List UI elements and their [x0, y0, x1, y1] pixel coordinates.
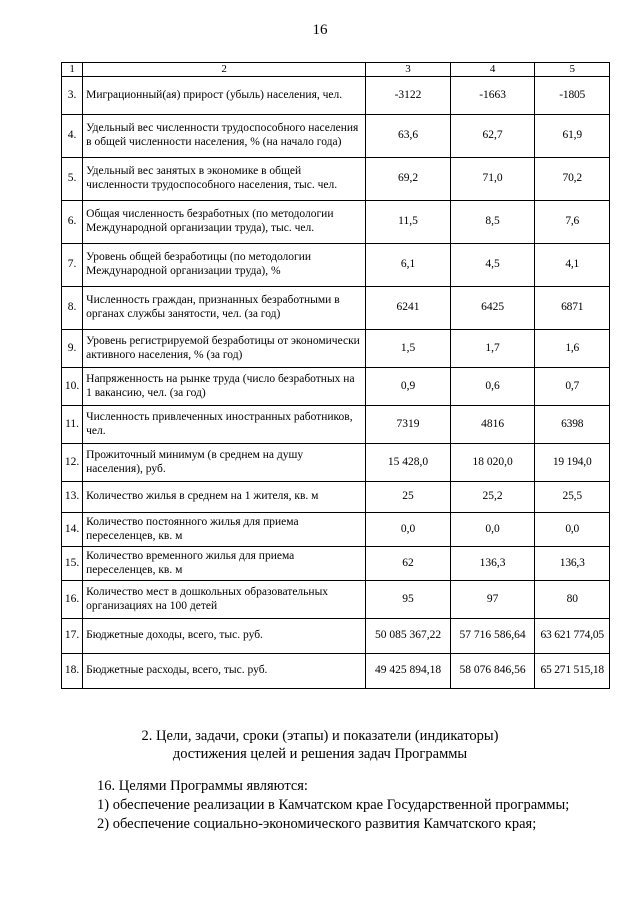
row-number: 4. — [62, 115, 83, 158]
row-indicator-name: Бюджетные расходы, всего, тыс. руб. — [83, 654, 366, 689]
row-number: 3. — [62, 77, 83, 115]
row-value-col-3: 63,6 — [366, 115, 451, 158]
row-value-col-4: 97 — [450, 581, 535, 619]
row-value-col-4: 4816 — [450, 406, 535, 444]
row-value-col-4: 58 076 846,56 — [450, 654, 535, 689]
paragraph-goal-1: 1) обеспечение реализации в Камчатском крае Государственной программы; — [97, 797, 570, 813]
row-value-col-3: 0,0 — [366, 513, 451, 547]
row-number: 5. — [62, 158, 83, 201]
body-text — [97, 777, 617, 834]
row-indicator-name: Миграционный(ая) прирост (убыль) населения, чел. — [83, 77, 366, 115]
section-heading-line-1: 2. Цели, задачи, сроки (этапы) и показатели (индикаторы) — [141, 728, 499, 744]
row-value-col-3: 95 — [366, 581, 451, 619]
table-row — [62, 482, 610, 513]
header-col-1: 1 — [62, 63, 83, 77]
row-indicator-name: Численность привлеченных иностранных работников, чел. — [83, 406, 366, 444]
table-row — [62, 158, 610, 201]
header-col-4: 4 — [450, 63, 535, 77]
row-value-col-3: 7319 — [366, 406, 451, 444]
row-number: 16. — [62, 581, 83, 619]
row-value-col-5: 4,1 — [535, 244, 610, 287]
table-row — [62, 77, 610, 115]
row-value-col-5: 7,6 — [535, 201, 610, 244]
row-indicator-name: Уровень общей безработицы (по методологии Международной организации труда), % — [83, 244, 366, 287]
row-value-col-3: 6241 — [366, 287, 451, 330]
table-row — [62, 115, 610, 158]
row-number: 10. — [62, 368, 83, 406]
row-value-col-5: 6871 — [535, 287, 610, 330]
row-value-col-4: 57 716 586,64 — [450, 619, 535, 654]
row-number: 13. — [62, 482, 83, 513]
row-value-col-4: 0,6 — [450, 368, 535, 406]
row-number: 11. — [62, 406, 83, 444]
row-value-col-3: 15 428,0 — [366, 444, 451, 482]
row-value-col-4: 25,2 — [450, 482, 535, 513]
section-heading-line-2: достижения целей и решения задач Программы — [172, 746, 468, 762]
table-row — [62, 406, 610, 444]
row-number: 15. — [62, 547, 83, 581]
row-indicator-name: Количество временного жилья для приема переселенцев, кв. м — [83, 547, 366, 581]
table-row — [62, 619, 610, 654]
section-heading — [0, 727, 640, 763]
row-number: 7. — [62, 244, 83, 287]
row-value-col-5: 70,2 — [535, 158, 610, 201]
indicators-table — [61, 62, 610, 689]
paragraph-goals-intro: 16. Целями Программы являются: — [97, 778, 308, 794]
row-indicator-name: Прожиточный минимум (в среднем на душу населения), руб. — [83, 444, 366, 482]
table-row — [62, 444, 610, 482]
page-number: 16 — [312, 22, 328, 38]
row-value-col-3: 62 — [366, 547, 451, 581]
table-row — [62, 244, 610, 287]
row-value-col-3: 69,2 — [366, 158, 451, 201]
row-value-col-3: 50 085 367,22 — [366, 619, 451, 654]
row-number: 8. — [62, 287, 83, 330]
row-value-col-5: 61,9 — [535, 115, 610, 158]
row-indicator-name: Общая численность безработных (по методологии Международной организации труда), тыс. чел. — [83, 201, 366, 244]
row-value-col-3: 0,9 — [366, 368, 451, 406]
row-indicator-name: Количество постоянного жилья для приема переселенцев, кв. м — [83, 513, 366, 547]
table-row — [62, 287, 610, 330]
row-value-col-5: 63 621 774,05 — [535, 619, 610, 654]
row-indicator-name: Удельный вес занятых в экономике в общей численности трудоспособного населения, тыс. чел. — [83, 158, 366, 201]
table-header-row — [62, 63, 610, 77]
row-indicator-name: Количество мест в дошкольных образовательных организациях на 100 детей — [83, 581, 366, 619]
row-value-col-3: 25 — [366, 482, 451, 513]
row-value-col-4: 8,5 — [450, 201, 535, 244]
row-value-col-5: 25,5 — [535, 482, 610, 513]
row-indicator-name: Численность граждан, признанных безработными в органах службы занятости, чел. (за год) — [83, 287, 366, 330]
paragraph-goal-2: 2) обеспечение социально-экономического развития Камчатского края; — [97, 816, 537, 832]
table-row — [62, 581, 610, 619]
header-col-5: 5 — [535, 63, 610, 77]
row-value-col-4: 136,3 — [450, 547, 535, 581]
row-indicator-name: Бюджетные доходы, всего, тыс. руб. — [83, 619, 366, 654]
table-row — [62, 654, 610, 689]
row-value-col-5: 80 — [535, 581, 610, 619]
row-value-col-5: 6398 — [535, 406, 610, 444]
table-row — [62, 513, 610, 547]
table-row — [62, 547, 610, 581]
row-value-col-5: 19 194,0 — [535, 444, 610, 482]
row-number: 17. — [62, 619, 83, 654]
row-indicator-name: Напряженность на рынке труда (число безработных на 1 вакансию, чел. (за год) — [83, 368, 366, 406]
row-value-col-4: 4,5 — [450, 244, 535, 287]
row-value-col-3: 1,5 — [366, 330, 451, 368]
row-value-col-5: 0,7 — [535, 368, 610, 406]
row-number: 18. — [62, 654, 83, 689]
header-col-2: 2 — [83, 63, 366, 77]
row-value-col-5: 1,6 — [535, 330, 610, 368]
row-value-col-5: 65 271 515,18 — [535, 654, 610, 689]
row-indicator-name: Количество жилья в среднем на 1 жителя, кв. м — [83, 482, 366, 513]
row-indicator-name: Уровень регистрируемой безработицы от экономически активного населения, % (за год) — [83, 330, 366, 368]
header-col-3: 3 — [366, 63, 451, 77]
row-value-col-4: 71,0 — [450, 158, 535, 201]
row-value-col-5: -1805 — [535, 77, 610, 115]
row-value-col-5: 0,0 — [535, 513, 610, 547]
row-number: 9. — [62, 330, 83, 368]
row-indicator-name: Удельный вес численности трудоспособного населения в общей численности населения, % (на начало года) — [83, 115, 366, 158]
row-value-col-3: -3122 — [366, 77, 451, 115]
row-number: 6. — [62, 201, 83, 244]
table-row — [62, 368, 610, 406]
table-row — [62, 201, 610, 244]
row-value-col-4: 1,7 — [450, 330, 535, 368]
row-number: 14. — [62, 513, 83, 547]
row-value-col-3: 11,5 — [366, 201, 451, 244]
row-value-col-5: 136,3 — [535, 547, 610, 581]
row-value-col-4: 0,0 — [450, 513, 535, 547]
table-row — [62, 330, 610, 368]
row-value-col-3: 6,1 — [366, 244, 451, 287]
row-value-col-4: 62,7 — [450, 115, 535, 158]
row-value-col-4: 6425 — [450, 287, 535, 330]
row-value-col-3: 49 425 894,18 — [366, 654, 451, 689]
row-value-col-4: 18 020,0 — [450, 444, 535, 482]
row-value-col-4: -1663 — [450, 77, 535, 115]
row-number: 12. — [62, 444, 83, 482]
